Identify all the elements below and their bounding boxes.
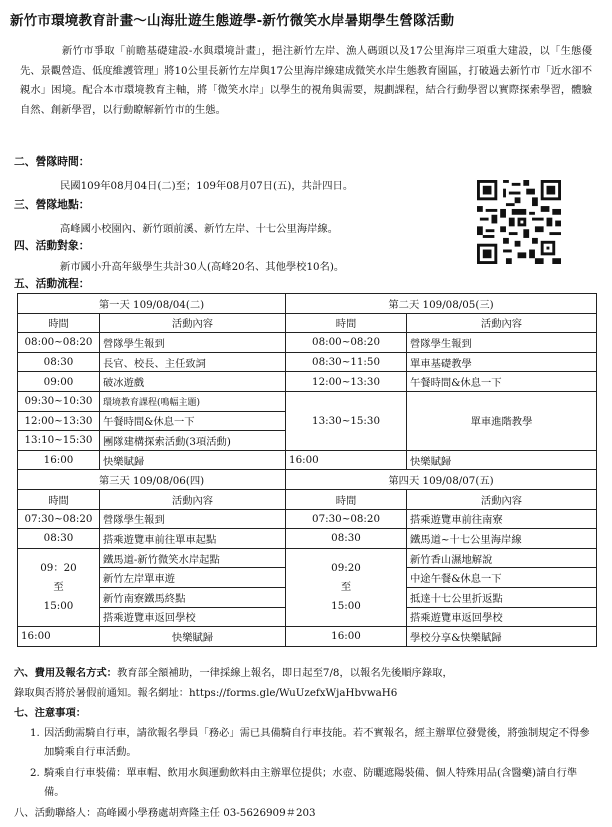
table-cell: 長官、校長、主任致詞 <box>100 352 286 372</box>
table-cell: 08:30 <box>18 529 100 549</box>
day1-header: 第一天 109/08/04(二) <box>18 294 286 314</box>
note-item-1 <box>30 724 596 762</box>
table-cell: 環境教育課程(鳴幅主題) <box>100 391 286 411</box>
table-cell: 中途午餐&休息一下 <box>407 568 597 588</box>
table-cell: 08:00~08:20 <box>286 333 407 353</box>
note-item-2 <box>30 764 596 802</box>
table-cell: 營隊學生報到 <box>100 333 286 353</box>
table-cell: 07:30~08:20 <box>286 509 407 529</box>
time-range-end: 15:00 <box>43 599 74 612</box>
table-cell: 學校分享&快樂賦歸 <box>407 627 597 647</box>
table-row <box>18 529 597 549</box>
fee-label: 六、費用及報名方式： <box>14 667 117 679</box>
time-range-to: 至 <box>340 580 352 593</box>
qr-code-icon <box>477 180 561 264</box>
section-time-value: 民國109年08月04日(二)至；109年08月07日(五)，共計四日。 <box>60 180 354 192</box>
table-row <box>18 470 597 490</box>
table-cell <box>18 548 100 626</box>
col-content-header: 活動內容 <box>407 313 597 333</box>
table-cell: 搭乘遊覽車前往南寮 <box>407 509 597 529</box>
col-content-header: 活動內容 <box>100 313 286 333</box>
table-cell: 12:00~13:30 <box>18 411 100 431</box>
table-row <box>18 489 597 509</box>
time-range-end: 15:00 <box>331 599 361 612</box>
note-number: 1. <box>30 727 40 739</box>
table-cell: 16:00 <box>286 450 407 470</box>
contact-line: 八、活動聯絡人：高峰國小學務處胡齊隆主任 03-5626909＃203 <box>14 807 316 819</box>
section-time-label: 二、營隊時間： <box>14 155 90 168</box>
time-range-to: 至 <box>53 580 64 593</box>
fee-text: 教育部全額補助，一律採線上報名，即日起至7/8，以報名先後順序錄取， <box>116 667 453 679</box>
intro-paragraph: 新竹市爭取「前瞻基礎建設-水與環境計畫」，挹注新竹左岸、漁人碼頭以及17公里海岸三項重大建設，以「生態優先、景觀營造、低度維護管理」將10公里長新竹左岸與17公里海岸線建成微笑水岸生態教育園區，打破過去新竹市「近水卻不親水」困境。配合本市環境教育主軸，將「微笑水岸」以學生的視角與需要，規劃課程，結合行動學習以實際探索學習，體驗自然、創新學習，以行動瞭解新竹市的生態。 <box>20 45 592 116</box>
table-cell: 16:00 <box>18 627 100 647</box>
fee-line-1 <box>14 664 453 683</box>
table-cell: 快樂賦歸 <box>407 450 597 470</box>
note-number: 2. <box>30 767 40 779</box>
table-cell <box>286 548 407 626</box>
table-row <box>18 313 597 333</box>
day2-header: 第二天 109/08/05(三) <box>286 294 597 314</box>
table-cell: 搭乘遊覽車返回學校 <box>407 607 597 627</box>
table-cell: 09:30~10:30 <box>18 391 100 411</box>
note-text: 騎乘自行車裝備：單車帽、飲用水與運動飲料由主辦單位提供；水壺、防曬遮陽裝備、個人特殊用品(含醫藥)請自行準備。 <box>44 767 578 798</box>
col-time-header: 時間 <box>18 489 100 509</box>
table-cell: 單車基礎教學 <box>407 352 597 372</box>
table-cell: 08:30~11:50 <box>286 352 407 372</box>
col-content-header: 活動內容 <box>407 489 597 509</box>
table-cell: 08:30 <box>18 352 100 372</box>
table-cell: 16:00 <box>18 450 100 470</box>
table-row <box>18 509 597 529</box>
table-cell: 搭乘遊覽車前往單車起點 <box>100 529 286 549</box>
table-row <box>18 294 597 314</box>
table-row <box>18 450 597 470</box>
col-time-header: 時間 <box>286 313 407 333</box>
table-cell: 午餐時間&休息一下 <box>407 372 597 392</box>
table-cell: 營隊學生報到 <box>100 509 286 529</box>
table-cell: 08:30 <box>286 529 407 549</box>
col-time-header: 時間 <box>286 489 407 509</box>
table-cell: 破冰遊戲 <box>100 372 286 392</box>
table-row <box>18 627 597 647</box>
table-row <box>18 333 597 353</box>
section-target-value: 新市國小升高年級學生共計30人(高峰20名、其他學校10名)。 <box>60 261 345 273</box>
time-range-start: 09：20 <box>40 561 77 574</box>
table-cell: 鐵馬道-新竹微笑水岸起點 <box>100 548 286 568</box>
table-cell: 營隊學生報到 <box>407 333 597 353</box>
schedule-table <box>17 293 597 647</box>
table-row <box>18 352 597 372</box>
note-text: 因活動需騎自行車，請欲報名學員「務必」需已具備騎自行車技能。若不實報名，經主辦單位發覺後，將強制規定不得參加騎乘自行車活動。 <box>44 727 590 758</box>
table-cell: 08:00~08:20 <box>18 333 100 353</box>
time-range-start: 09:20 <box>331 561 361 574</box>
table-cell: 快樂賦歸 <box>100 450 286 470</box>
table-cell: 抵達十七公里折返點 <box>407 587 597 607</box>
col-time-header: 時間 <box>18 313 100 333</box>
table-cell: 16:00 <box>286 627 407 647</box>
table-row <box>18 548 597 568</box>
table-cell: 07:30~08:20 <box>18 509 100 529</box>
fee-line-2: 錄取與否將於暑假前通知。報名網址：https://forms.gle/WuUzefxWjaHbvwaH6 <box>14 687 398 699</box>
section-place-label: 三、營隊地點： <box>14 198 90 211</box>
table-cell: 新竹香山濕地解說 <box>407 548 597 568</box>
table-cell: 09:00 <box>18 372 100 392</box>
table-row <box>18 391 597 411</box>
table-cell: 13:10~15:30 <box>18 431 100 451</box>
table-cell: 12:00~13:30 <box>286 372 407 392</box>
day4-header: 第四天 109/08/07(五) <box>286 470 597 490</box>
table-row <box>18 372 597 392</box>
table-cell: 午餐時間&休息一下 <box>100 411 286 431</box>
table-cell: 新竹左岸單車遊 <box>100 568 286 588</box>
table-cell: 新竹南寮鐵馬終點 <box>100 587 286 607</box>
col-content-header: 活動內容 <box>100 489 286 509</box>
table-cell: 13:30~15:30 <box>286 391 407 450</box>
section-place-value: 高峰國小校園內、新竹頭前溪、新竹左岸、十七公里海岸線。 <box>60 223 339 235</box>
table-cell: 單車進階教學 <box>407 391 597 450</box>
table-cell: 團隊建構探索活動(3項活動) <box>100 431 286 451</box>
table-cell: 快樂賦歸 <box>100 627 286 647</box>
section-target-label: 四、活動對象： <box>14 239 90 252</box>
day3-header: 第三天 109/08/06(四) <box>18 470 286 490</box>
table-cell: 鐵馬道~十七公里海岸線 <box>407 529 597 549</box>
page-title: 新竹市環境教育計畫～山海壯遊生態遊學-新竹微笑水岸暑期學生營隊活動 <box>10 13 455 29</box>
table-cell: 搭乘遊覽車返回學校 <box>100 607 286 627</box>
notes-label: 七、注意事項： <box>14 707 87 719</box>
section-flow-label: 五、活動流程： <box>14 277 90 290</box>
